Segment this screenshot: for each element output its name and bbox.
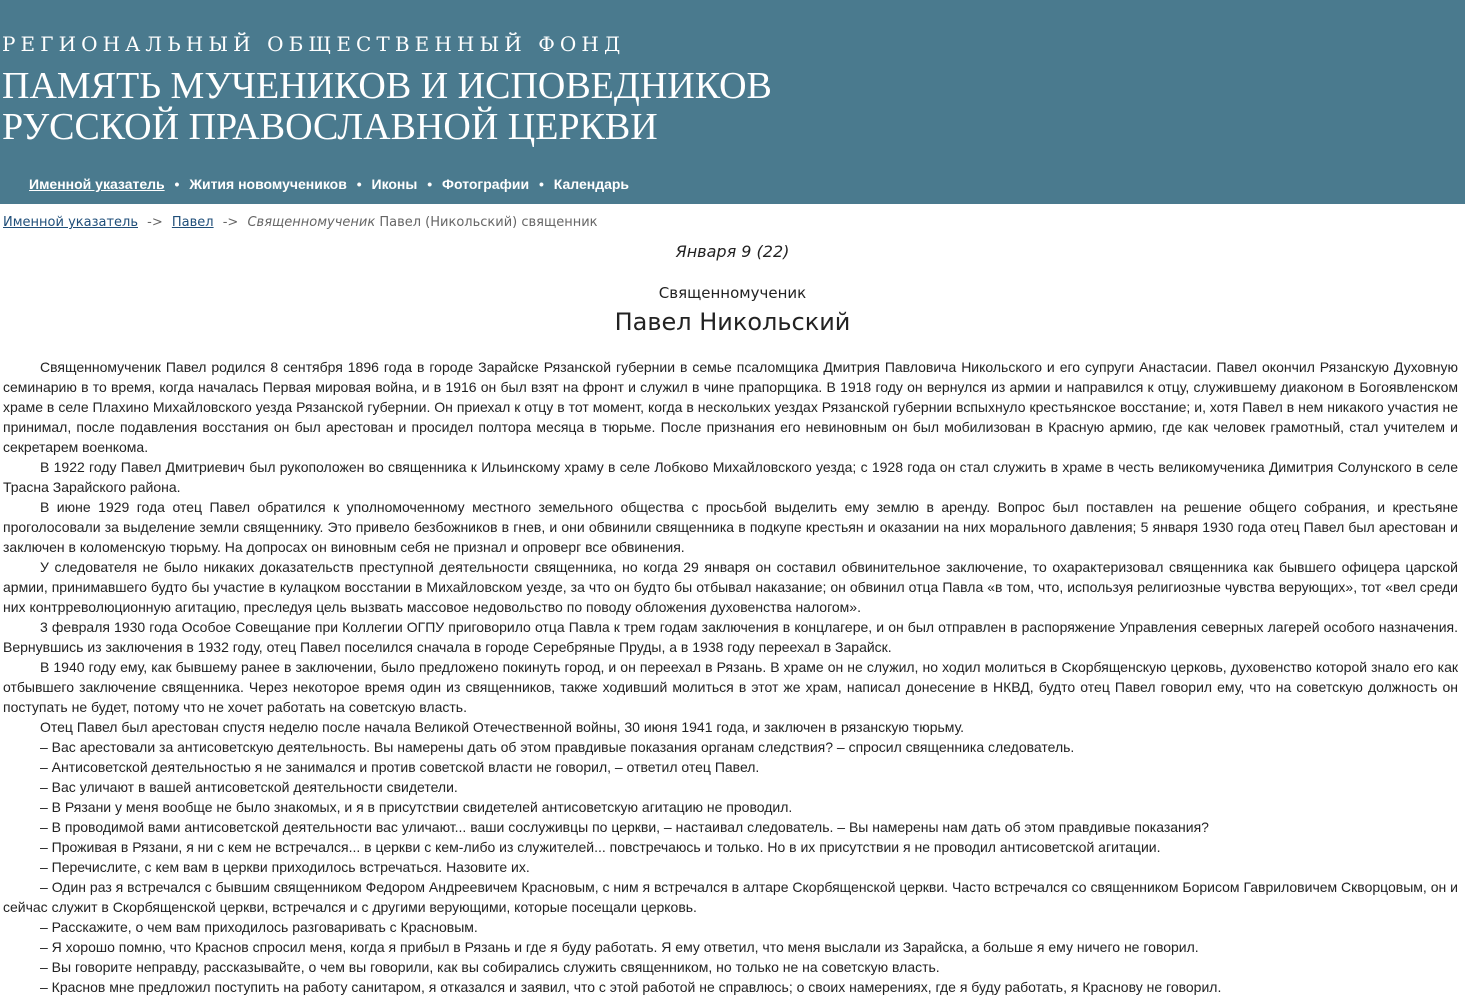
breadcrumb [3, 215, 598, 230]
nav-photos[interactable]: Фотографии [442, 176, 530, 192]
article-paragraph: – Антисоветской деятельностью я не занимался и против советской власти не говорил, – ответил отец Павел. [40, 759, 760, 775]
article-paragraph: 3 февраля 1930 года Особое Совещание при Коллегии ОГПУ приговорило отца Павла к трем годам заключения в концлагере, и он был отправлен в распоряжение Управления северных лагерей особого назначения. Вернувшись из заключения в 1932 году, отец Павел поселился сначала в городе Серебряные Пруды, а в 1938 году переехал в Зарайск. [3, 619, 1458, 655]
breadcrumb-current-rank: Священномученик [247, 215, 376, 230]
breadcrumb-letter[interactable]: Павел [171, 215, 214, 230]
site-header [0, 0, 1465, 204]
saint-name: Павел Никольский [614, 308, 851, 336]
nav-separator: • [174, 176, 180, 192]
article-paragraph: – Вы говорите неправду, рассказывайте, о чем вы говорили, как вы собирались служить священником, но только не на советскую власть. [40, 959, 940, 975]
article-paragraph: Священномученик Павел родился 8 сентября 1896 года в городе Зарайске Рязанской губернии в семье псаломщика Дмитрия Павловича Никольского и его супруги Анастасии. Павел окончил Рязанскую Духовную семинарию в то время, когда началась Первая мировая война, и в 1916 он был взят на фронт и служил в чине прапорщика. В 1918 году он вернулся из армии и направился к отцу, служившему диаконом в Богоявленском храме в селе Плахино Михайловского уезда Рязанской губернии. Он приехал к отцу в тот момент, когда в нескольких уездах Рязанской губернии вспыхнуло крестьянское восстание; и, хотя Павел в нем никакого участия не принимал, после подавления восстания он был арестован и просидел полтора месяца в тюрьме. После признания его невиновным он был мобилизован в Красную армию, где как человек грамотный, стал учителем и секретарем военкома. [3, 359, 1458, 455]
site-title-line-2[interactable]: РУССКОЙ ПРАВОСЛАВНОЙ ЦЕРКВИ [2, 106, 658, 148]
main-nav [29, 176, 629, 192]
site-title[interactable] [2, 66, 772, 148]
article-paragraph: В июне 1929 года отец Павел обратился к уполномоченному местного земельного общества с просьбой выделить ему землю в аренду. Вопрос был поставлен на решение общего собрания, и крестьяне проголосовали за выделение земли священнику. Это привело безбожников в гнев, и они обвинили священника в подкупе крестьян и оказании на них морального давления; 5 января 1930 года отец Павел был арестован и заключен в коломенскую тюрьму. На допросах он виновным себя не признал и опроверг все обвинения. [3, 499, 1458, 555]
nav-lives[interactable]: Жития новомучеников [189, 176, 347, 192]
article-paragraph: – Я хорошо помню, что Краснов спросил меня, когда я прибыл в Рязань и где я буду работать. Я ему ответил, что меня выслали из Зарайска, а больше я ему ничего не говорил. [40, 939, 1199, 955]
nav-calendar[interactable]: Календарь [553, 176, 630, 192]
org-label: РЕГИОНАЛЬНЫЙ ОБЩЕСТВЕННЫЙ ФОНД [2, 32, 626, 56]
article-paragraph: В 1922 году Павел Дмитриевич был рукоположен во священника к Ильинскому храму в селе Лобково Михайловского уезда; с 1928 года он стал служить в храме в честь великомученика Димитрия Солунского в селе Трасна Зарайского района. [3, 459, 1458, 495]
breadcrumb-separator: -> [147, 215, 163, 230]
saint-rank: Священномученик [658, 284, 807, 302]
breadcrumb-name-index[interactable]: Именной указатель [3, 215, 138, 230]
breadcrumb-separator: -> [222, 215, 239, 230]
article-paragraph: – Вас уличают в вашей антисоветской деятельности свидетели. [40, 779, 458, 795]
article-paragraph: – Краснов мне предложил поступить на работу санитаром, я отказался и заявил, что с этой работой не справлюсь; о своих намерениях, где я буду работать, я Краснову не говорил. [40, 979, 1222, 995]
article-paragraph: У следователя не было никаких доказательств преступной деятельности священника, но когда 29 января он составил обвинительное заключение, то охарактеризовал священника как бывшего офицера царской армии, принимавшего будто бы участие в кулацком восстании в Михайловском уезде, за что он будто бы отбывал наказание; он обвинил отца Павла «в том, что, используя религиозные чувства верующих», тот «вел среди них контрреволюционную агитацию, преследуя цель вызвать массовое недовольство по поводу обложения духовенства налогом». [3, 559, 1458, 615]
article-paragraph: – В проводимой вами антисоветской деятельности вас уличают... ваши сослуживцы по церкви, – настаивал следователь. – Вы намерены нам дать об этом правдивые показания? [40, 819, 1209, 835]
article-paragraph: – Проживая в Рязани, я ни с кем не встречался... в церкви с кем-либо из служителей... повстречаюсь и только. Но в их присутствии я не проводил антисоветской агитации. [40, 839, 1161, 855]
article-body [3, 357, 1458, 997]
feast-date: Января 9 (22) [675, 242, 790, 261]
nav-separator: • [538, 176, 544, 192]
nav-name-index[interactable]: Именной указатель [29, 176, 165, 192]
article-paragraph: – Расскажите, о чем вам приходилось разговаривать с Красновым. [40, 919, 478, 935]
article-paragraph: – Один раз я встречался с бывшим священником Федором Андреевичем Красновым, с ним я встречался в алтаре Скорбященской церкви. Часто встречался со священником Борисом Гавриловичем Скворцовым, он и сейчас служит в Скорбященской церкви, встречался и с другими верующими, которые посещали церковь. [3, 879, 1458, 915]
article-paragraph: – Вас арестовали за антисоветскую деятельность. Вы намерены дать об этом правдивые показания органам следствия? – спросил священника следователь. [40, 739, 1075, 755]
nav-separator: • [356, 176, 362, 192]
article-paragraph: Отец Павел был арестован спустя неделю после начала Великой Отечественной войны, 30 июня 1941 года, и заключен в рязанскую тюрьму. [40, 719, 965, 735]
nav-separator: • [427, 176, 433, 192]
breadcrumb-current-name: Павел (Никольский) священник [379, 215, 598, 230]
article-paragraph: В 1940 году ему, как бывшему ранее в заключении, было предложено покинуть город, и он переехал в Рязань. В храме он не служил, но ходил молиться в Скорбященскую церковь, духовенство которой знало его как отбывшего заключение священника. Через некоторое время один из священников, также ходивший молиться в этот же храм, написал донесение в НКВД, будто отец Павел говорил ему, что на советскую должность он поступать не будет, потому что не хочет работать на советскую власть. [3, 659, 1458, 715]
nav-icons[interactable]: Иконы [371, 176, 418, 192]
article-paragraph: – Перечислите, с кем вам в церкви приходилось встречаться. Назовите их. [40, 859, 530, 875]
site-title-line-1[interactable]: ПАМЯТЬ МУЧЕНИКОВ И ИСПОВЕДНИКОВ [2, 65, 772, 107]
article-paragraph: – В Рязани у меня вообще не было знакомых, и я в присутствии свидетелей антисоветскую агитацию не проводил. [40, 799, 793, 815]
